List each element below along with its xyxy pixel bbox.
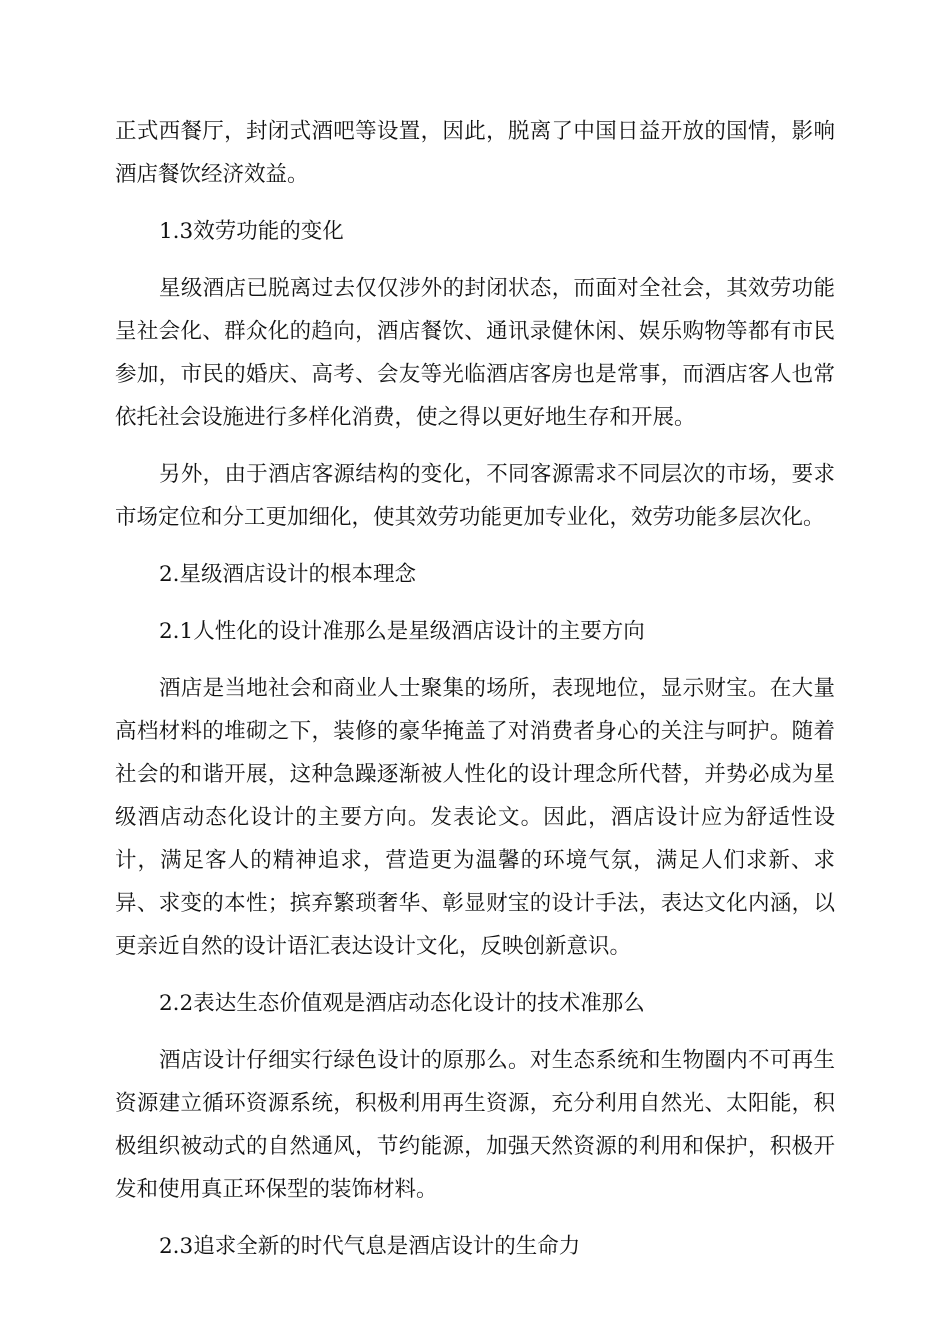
paragraph-humanized-design: 酒店是当地社会和商业人士聚集的场所，表现地位，显示财宝。在大量高档材料的堆砌之下，装修的豪华掩盖了对消费者身心的关注与呵护。随着社会的和谐开展，这种急躁逐渐被人性化的设计理念所代替，并势必成为星级酒店动态化设计的主要方向。发表论文。因此，酒店设计应为舒适性设计，满足客人的精神追求，营造更为温馨的环境气氛，满足人们求新、求异、求变的本性；摈弃繁琐奢华、彰显财宝的设计手法，表达文化内涵，以更亲近自然的设计语汇表达设计文化，反映创新意识。 (115, 676, 835, 959)
paragraph-service-function: 星级酒店已脱离过去仅仅涉外的封闭状态，而面对全社会，其效劳功能呈社会化、群众化的趋向，酒店餐饮、通讯录健休闲、娱乐购物等都有市民参加，市民的婚庆、高考、会友等光临酒店客房也是常事，而酒店客人也常依托社会设施进行多样化消费，使之得以更好地生存和开展。 (115, 276, 835, 430)
paragraph-continued: 正式西餐厅，封闭式酒吧等设置，因此，脱离了中国日益开放的国情，影响酒店餐饮经济效益。 (115, 119, 835, 187)
paragraph-market-positioning: 另外，由于酒店客源结构的变化，不同客源需求不同层次的市场，要求市场定位和分工更加细化，使其效劳功能更加专业化，效劳功能多层次化。 (115, 462, 835, 530)
paragraph-green-design: 酒店设计仔细实行绿色设计的原那么。对生态系统和生物圈内不可再生资源建立循环资源系统，积极利用再生资源，充分利用自然光、太阳能，积极组织被动式的自然通风，节约能源，加强天然资源的利用和保护，积极开发和使用真正环保型的装饰材料。 (115, 1048, 835, 1202)
document-body (115, 110, 835, 1282)
section-heading-1-3: 1.3效劳功能的变化 (159, 219, 344, 244)
section-heading-2-3: 2.3追求全新的时代气息是酒店设计的生命力 (159, 1234, 581, 1259)
section-heading-2: 2.星级酒店设计的根本理念 (159, 562, 417, 587)
section-heading-2-1: 2.1人性化的设计准那么是星级酒店设计的主要方向 (159, 619, 645, 644)
section-heading-2-2: 2.2表达生态价值观是酒店动态化设计的技术准那么 (159, 991, 645, 1016)
